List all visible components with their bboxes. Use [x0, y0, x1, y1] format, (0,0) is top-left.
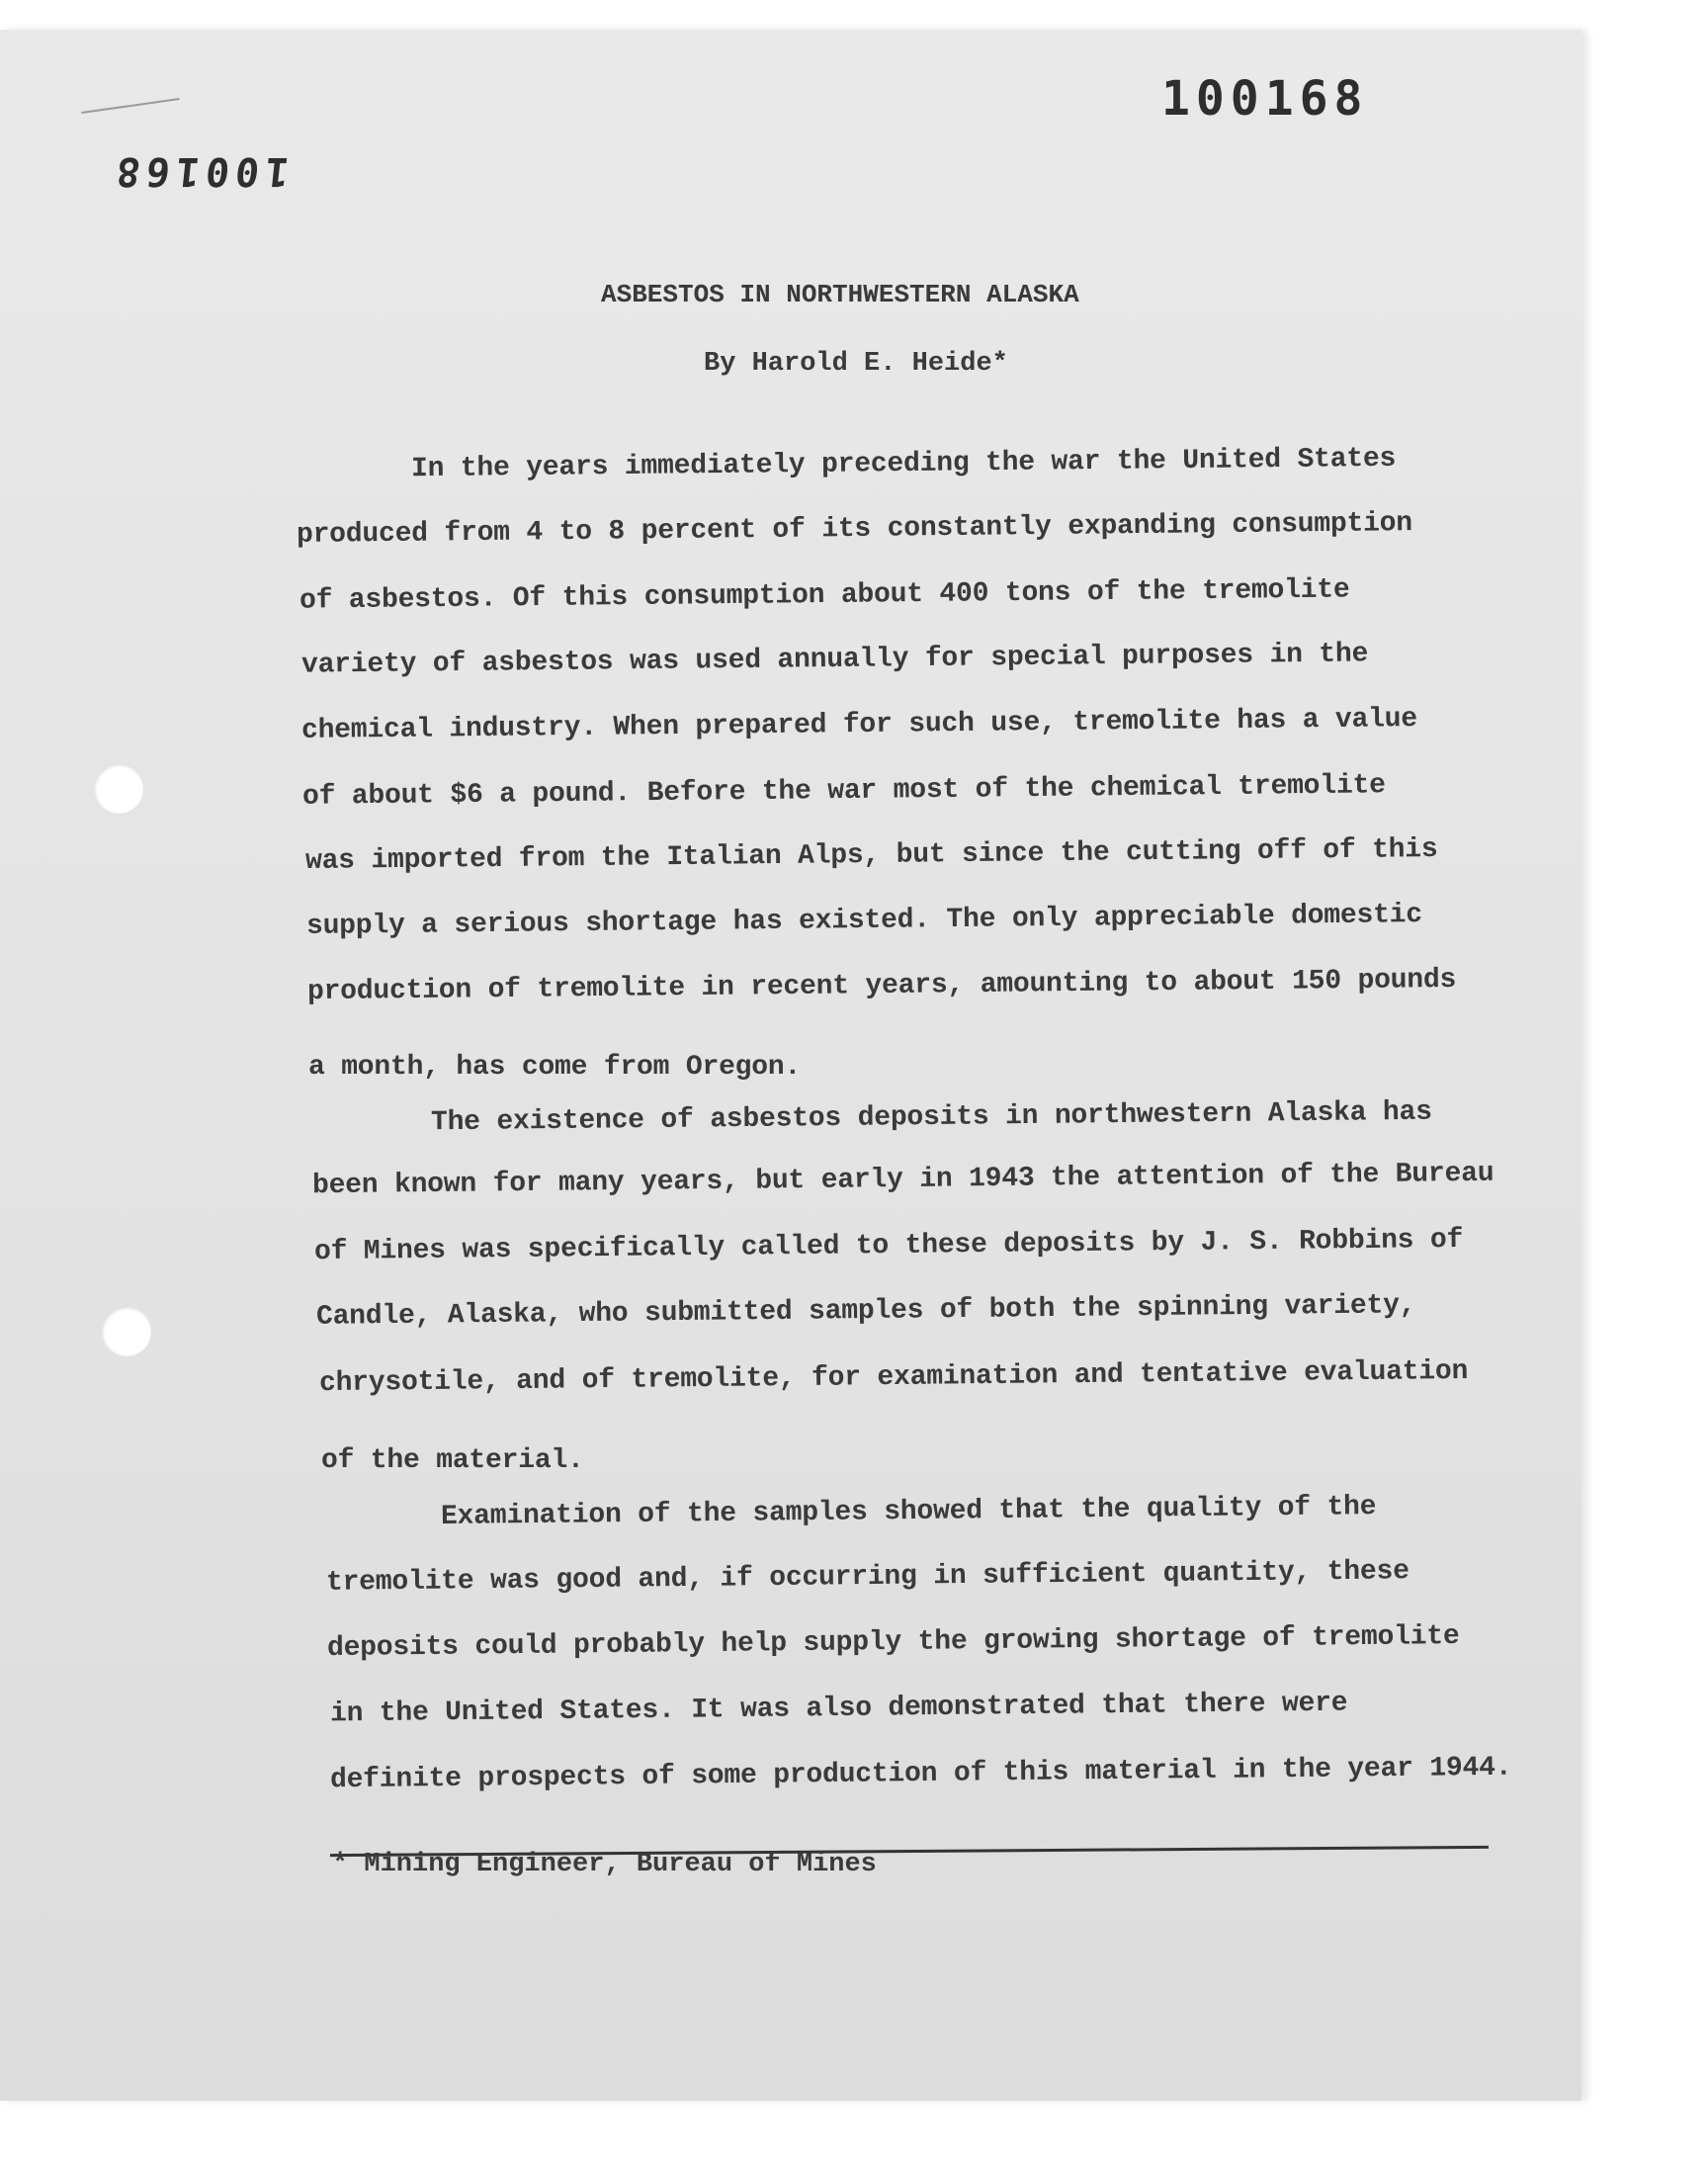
- footnote: * Mining Engineer, Bureau of Mines: [332, 1850, 877, 1879]
- body-line: was imported from the Italian Alps, but since the cutting off of this: [304, 834, 1438, 877]
- body-line: variety of asbestos was used annually for special purposes in the: [300, 639, 1369, 681]
- body-line: Candle, Alaska, who submitted samples of both the spinning variety,: [315, 1290, 1416, 1333]
- body-line: produced from 4 to 8 percent of its constantly expanding consumption: [296, 508, 1413, 551]
- body-line: tremolite was good and, if occurring in sufficient quantity, these: [325, 1556, 1409, 1599]
- document-number-stamp-inverted: 100168: [108, 148, 292, 194]
- body-line: of the material.: [321, 1445, 584, 1476]
- body-line: of Mines was specifically called to these deposits by J. S. Robbins of: [313, 1224, 1464, 1268]
- document-title: ASBESTOS IN NORTHWESTERN ALASKA: [601, 280, 1079, 309]
- author-byline: By Harold E. Heide*: [704, 349, 1008, 379]
- body-line: in the United States. It was also demonstrated that there were: [329, 1688, 1348, 1730]
- body-line: In the years immediately preceding the war the United States: [410, 443, 1397, 485]
- body-line: chemical industry. When prepared for such use, tremolite has a value: [300, 704, 1418, 746]
- body-line: chrysotile, and of tremolite, for examination and tentative evaluation: [318, 1355, 1469, 1400]
- body-line: The existence of asbestos deposits in northwestern Alaska has: [430, 1096, 1432, 1139]
- punch-hole: [94, 764, 143, 814]
- body-line: of about $6 a pound. Before the war most of the chemical tremolite: [301, 770, 1386, 813]
- body-line: production of tremolite in recent years, amounting to about 150 pounds: [306, 964, 1457, 1008]
- body-line: supply a serious shortage has existed. The only appreciable domestic: [305, 900, 1423, 942]
- body-line: Examination of the samples showed that the quality of the: [440, 1492, 1377, 1532]
- body-line: definite prospects of some production of this material in the year 1944.: [329, 1752, 1512, 1796]
- document-number-stamp: 100168: [1161, 71, 1369, 127]
- body-line: of asbestos. Of this consumption about 400 tons of the tremolite: [299, 574, 1350, 617]
- body-line: deposits could probably help supply the growing shortage of tremolite: [326, 1621, 1460, 1664]
- punch-hole: [102, 1307, 151, 1356]
- body-line: a month, has come from Oregon.: [308, 1052, 802, 1083]
- body-line: been known for many years, but early in 1943 the attention of the Bureau: [311, 1158, 1494, 1202]
